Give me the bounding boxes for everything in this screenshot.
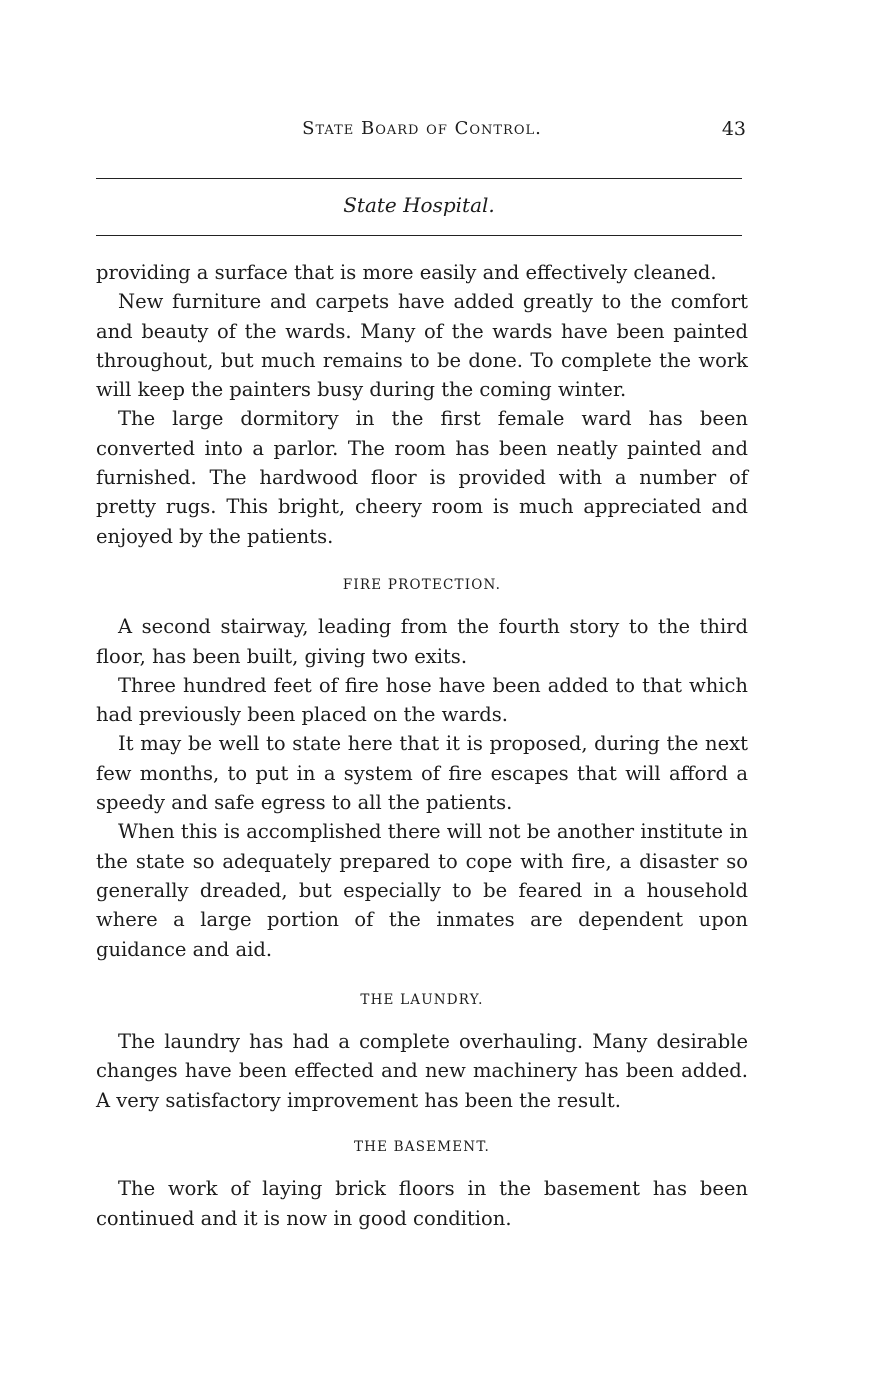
running-title: State Board of Control.	[302, 118, 542, 139]
page-number: 43	[721, 118, 746, 140]
section-subtitle: State Hospital.	[343, 193, 495, 217]
paragraph-laundry: The laundry has had a complete overhauling. Many desirable changes have been effected and new machinery has been added. A very satisfactory improvement has been the result.	[96, 1030, 748, 1112]
top-rule	[96, 178, 742, 179]
heading-basement: THE BASEMENT.	[353, 1139, 491, 1156]
paragraph-fire-hose: Three hundred feet of fire hose have been added to that which had previously been placed on the wards.	[96, 673, 748, 727]
running-head	[96, 118, 748, 148]
heading-laundry: THE LAUNDRY.	[360, 991, 484, 1008]
bottom-rule	[96, 235, 742, 236]
paragraph-furniture: New furniture and carpets have added greatly to the comfort and beauty of the wards. Many of the wards have been painted throughout, but much remains to be done. To complete the work will keep the painters busy during the coming winter.	[96, 290, 748, 402]
body-text	[96, 258, 748, 1233]
paragraph-dormitory: The large dormitory in the first female ward has been converted into a parlor. The room has been neatly painted and furnished. The hardwood floor is provided with a number of pretty rugs. This bright, cheery room is much appreciated and enjoyed by the patients.	[96, 407, 748, 548]
paragraph-accomplished: When this is accomplished there will not be another institute in the state so adequately prepared to cope with fire, a disaster so generally dreaded, but especially to be feared in a household where a large portion of the inmates are dependent upon guidance and aid.	[96, 820, 748, 961]
paragraph-fire-escapes: It may be well to state here that it is proposed, during the next few months, to put in a system of fire escapes that will afford a speedy and safe egress to all the patients.	[96, 732, 748, 815]
heading-fire-protection: FIRE PROTECTION.	[342, 576, 502, 593]
paragraph-stairway: A second stairway, leading from the fourth story to the third floor, has been built, giving two exits.	[96, 615, 748, 668]
paragraph-continued: providing a surface that is more easily and effectively cleaned.	[96, 261, 717, 284]
paragraph-basement: The work of laying brick floors in the basement has been continued and it is now in good condition.	[96, 1177, 748, 1230]
